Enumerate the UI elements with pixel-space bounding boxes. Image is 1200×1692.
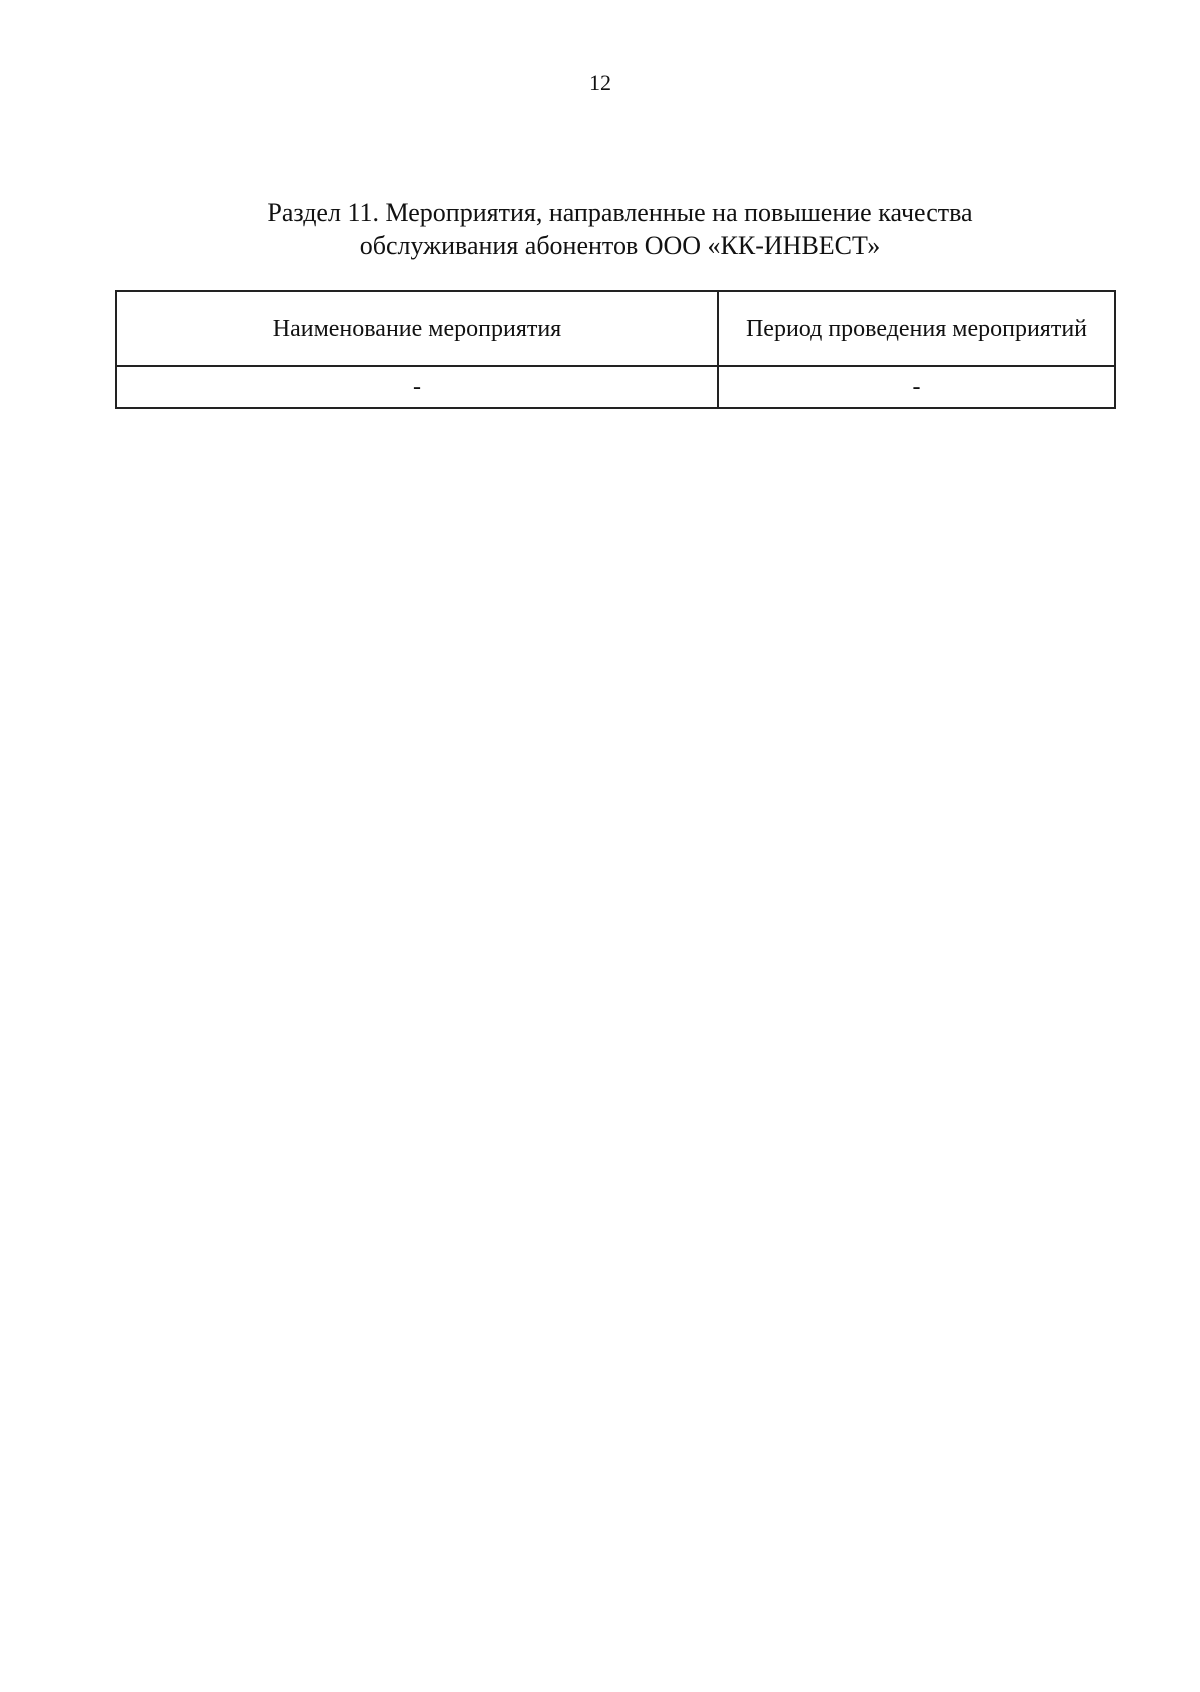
events-table (115, 290, 1116, 409)
table-header-row (116, 291, 1115, 366)
header-event-name: Наименование мероприятия (116, 291, 718, 366)
cell-event-name: - (116, 366, 718, 408)
cell-event-period: - (718, 366, 1115, 408)
section-title-line-1: Раздел 11. Мероприятия, направленные на повышение качества (267, 198, 973, 227)
section-title (120, 196, 1120, 262)
header-event-period: Период проведения мероприятий (718, 291, 1115, 366)
page-number: 12 (589, 70, 611, 95)
table-row (116, 366, 1115, 408)
section-title-line-2: обслуживания абонентов ООО «КК-ИНВЕСТ» (359, 231, 881, 260)
